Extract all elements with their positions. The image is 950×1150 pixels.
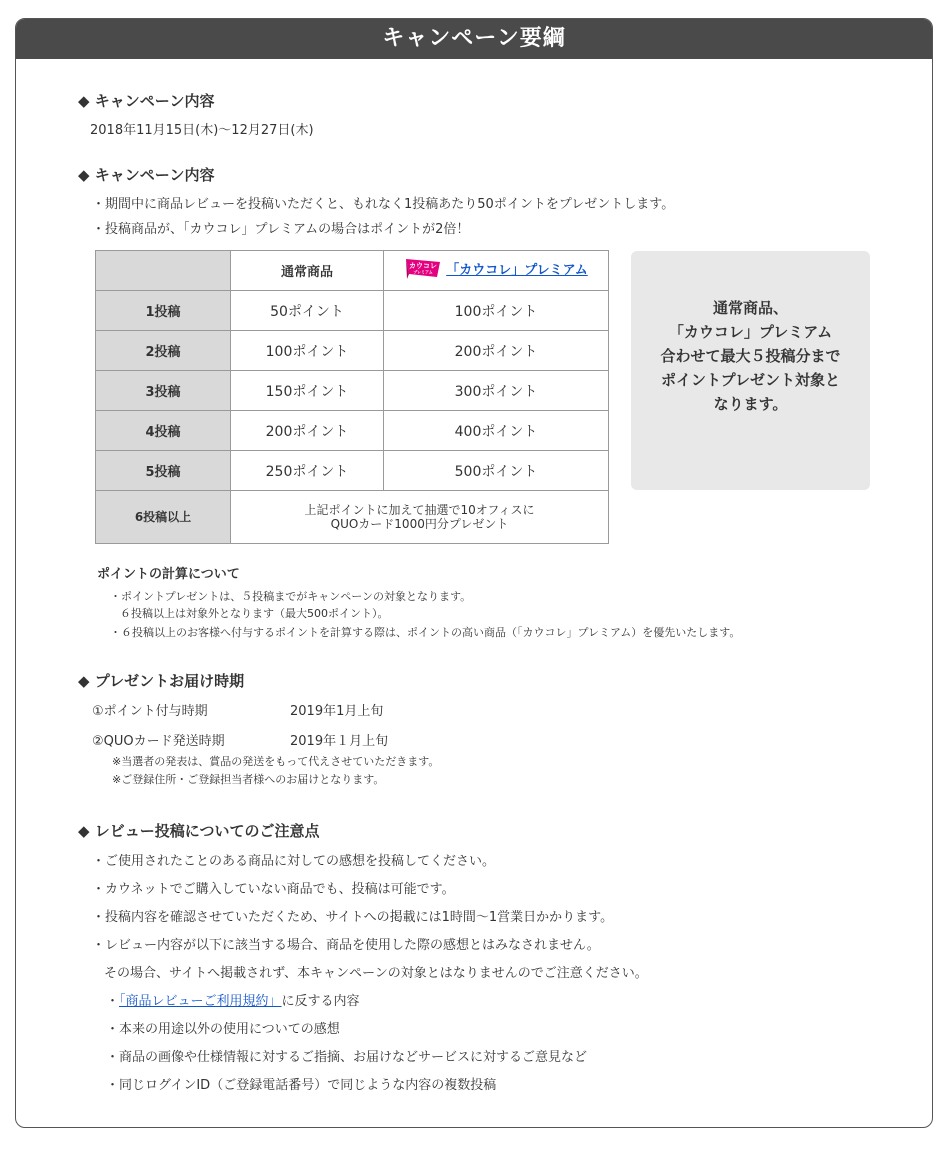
delivery-value: 2019年1月上旬 [290, 704, 384, 719]
table-row [96, 411, 609, 451]
caution-link-line [106, 990, 360, 1009]
normal-points: 100ポイント [231, 331, 384, 371]
table-row [96, 291, 609, 331]
table-row [96, 371, 609, 411]
caution-line: ・ご使用されたことのある商品に対しての感想を投稿してください。 [92, 854, 496, 869]
caution-sub-line: ・同じログインID（ご登録電話番号）で同じような内容の複数投稿 [106, 1078, 497, 1093]
calc-line: ６投稿以上は対象外となります（最大500ポイント）。 [120, 607, 389, 620]
points-table [95, 250, 609, 544]
logo-sub: プレミアム [413, 269, 433, 274]
content-line: ・期間中に商品レビューを投稿いただくと、もれなく1投稿あたり50ポイントをプレゼントします。 [92, 197, 675, 212]
period-text: 2018年11月15日(木)〜12月27日(木) [90, 123, 314, 138]
max-posts-note [631, 251, 870, 490]
lottery-text [231, 491, 609, 544]
normal-points: 200ポイント [231, 411, 384, 451]
lottery-line: QUOカード1000円分プレゼント [330, 517, 509, 531]
table-header-row [96, 251, 609, 291]
premium-points: 200ポイント [384, 331, 609, 371]
premium-link[interactable]: 「カウコレ」プレミアム [446, 263, 588, 278]
normal-points: 50ポイント [231, 291, 384, 331]
caution-line: ・カウネットでご購入していない商品でも、投稿は可能です。 [92, 882, 455, 897]
cautions-heading: ◆ レビュー投稿についてのご注意点 [78, 822, 320, 840]
caution-line: ・レビュー内容が以下に該当する場合、商品を使用した際の感想とはみなされません。 [92, 938, 600, 953]
row-label: 4投稿 [96, 411, 231, 451]
table-row [96, 451, 609, 491]
content-line: ・投稿商品が、「カウコレ」プレミアムの場合はポイントが2倍！ [92, 222, 470, 237]
caution-line: その場合、サイトへ掲載されず、本キャンペーンの対象とはなりませんのでご注意ください。 [104, 966, 648, 981]
note-line: なります。 [713, 394, 788, 413]
delivery-label: ②QUOカード発送時期 [92, 734, 225, 749]
table-corner [96, 251, 231, 291]
calc-line: ・ポイントプレゼントは、５投稿までがキャンペーンの対象となります。 [110, 590, 472, 603]
review-terms-link[interactable]: 「商品レビューご利用規約」 [119, 994, 282, 1009]
col-premium [384, 251, 609, 291]
calc-line: ・６投稿以上のお客様へ付与するポイントを計算する際は、ポイントの高い商品（「カウコレ」プレミアム）を優先いたします。 [110, 626, 741, 639]
period-heading: ◆ キャンペーン内容 [78, 92, 215, 110]
page-title: キャンペーン要綱 [16, 19, 932, 59]
normal-points: 250ポイント [231, 451, 384, 491]
delivery-note: ※当選者の発表は、賞品の発送をもって代えさせていただきます。 [112, 755, 440, 768]
premium-points: 400ポイント [384, 411, 609, 451]
logo-text: カウコレ [409, 261, 438, 270]
premium-points: 500ポイント [384, 451, 609, 491]
calc-heading: ポイントの計算について [97, 567, 240, 582]
row-label: 1投稿 [96, 291, 231, 331]
delivery-label: ①ポイント付与時期 [92, 704, 208, 719]
delivery-heading: ◆ プレゼントお届け時期 [78, 672, 245, 690]
caution-sub-line: ・本来の用途以外の使用についての感想 [106, 1022, 340, 1037]
row-label: 5投稿 [96, 451, 231, 491]
row-label: 3投稿 [96, 371, 231, 411]
note-line: ポイントプレゼント対象と [661, 370, 840, 389]
caution-line: ・投稿内容を確認させていただくため、サイトへの掲載には1時間〜1営業日かかります。 [92, 910, 614, 925]
kaukore-flag-icon [404, 258, 442, 280]
table-row [96, 331, 609, 371]
delivery-note: ※ご登録住所・ご登録担当者様へのお届けとなります。 [112, 773, 385, 786]
content-heading: ◆ キャンペーン内容 [78, 166, 215, 184]
row-label: 2投稿 [96, 331, 231, 371]
col-normal: 通常商品 [231, 251, 384, 291]
row-label: 6投稿以上 [96, 491, 231, 544]
premium-points: 300ポイント [384, 371, 609, 411]
table-row-six-plus [96, 491, 609, 544]
premium-points: 100ポイント [384, 291, 609, 331]
delivery-value: 2019年１月上旬 [290, 734, 389, 749]
note-line: 合わせて最大５投稿分まで [660, 346, 841, 365]
normal-points: 150ポイント [231, 371, 384, 411]
caution-sub-line: ・商品の画像や仕様情報に対するご指摘、お届けなどサービスに対するご意見など [106, 1050, 588, 1065]
bullet: ・ [106, 994, 120, 1009]
lottery-line: 上記ポイントに加えて抽選で10オフィスに [304, 503, 535, 517]
note-line: 「カウコレ」プレミアム [668, 322, 833, 341]
link-suffix: に反する内容 [281, 994, 360, 1009]
note-line: 通常商品、 [712, 298, 788, 317]
